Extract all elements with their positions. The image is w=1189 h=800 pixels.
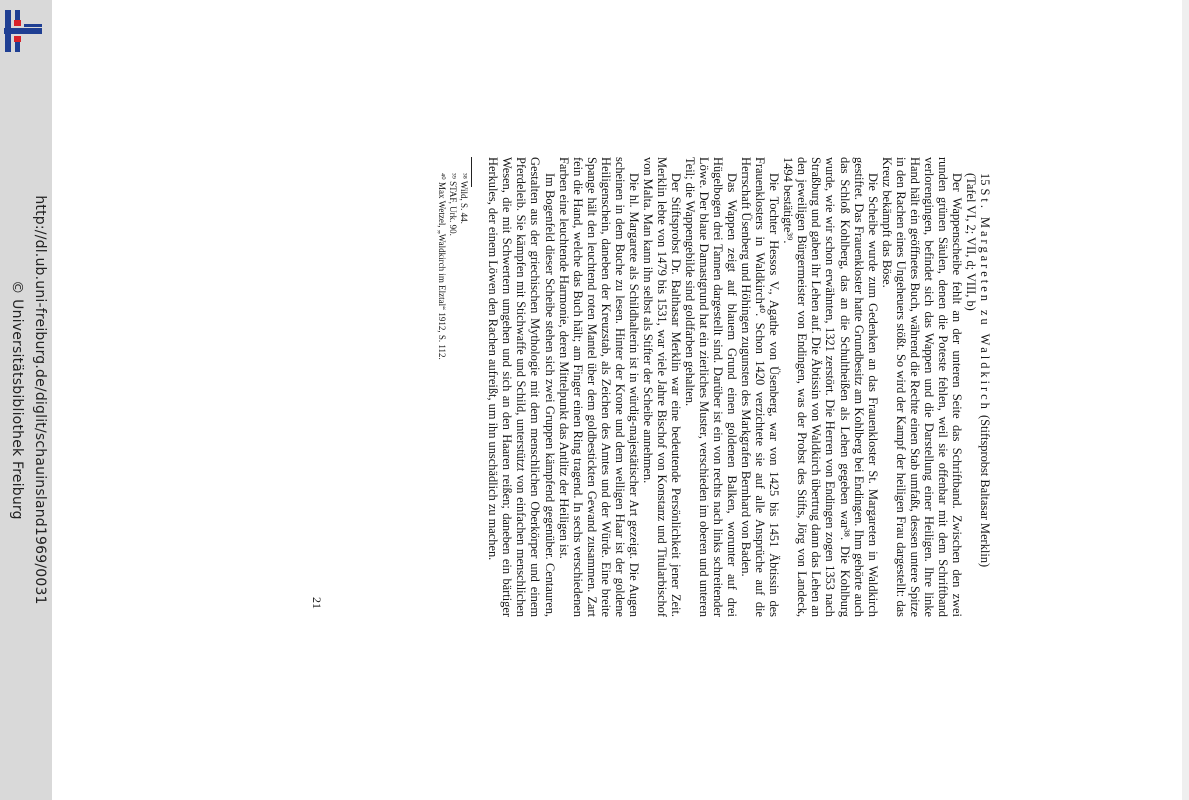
paragraph: Die Scheibe wurde zum Gedenken an das Frauenkloster St. Margareten in Waldkirch gestiftet. Das Frauenkloster hatte Grundbesitz am Kohlberg bei Endingen. Ihm gehörte auch das Schloß Kohlberg, das an die Schultheißen als Lehen gegeben war³⁸. Die Kohlburg wurde, wie wir schon erwähnten, 1321 zerstört. Die Herren von Endingen zogen 1353 nach Straßburg und gaben ihr Lehen auf. Die Äbtissin von Waldkirch übertrug dann das Lehen an den jeweiligen Bürgermeister von Endingen, was der Probst des Stifts, Jörg von Landeck, 1494 bestätigte³⁹. (781, 157, 880, 617)
footnote-rule (471, 157, 472, 187)
plate-reference: (Tafel VI, 2; VII, d; VIII, b) (963, 173, 978, 311)
footnote: ³⁹ STAF, Urk. 90. (448, 173, 459, 236)
paragraph: Das Wappen zeigt auf blauem Grund einen goldenen Balken, worunter auf drei Hügelbogen drei Tannen dargestellt sind. Darüber ist ein von rechts nach links schreitender Löwe. Der blaue Damastgrund hat ein zierliches Muster, verschieden im oberen und unteren Teil; die Wappengebilde sind goldfarben gehalten. (683, 157, 740, 617)
viewer-right-edge (1182, 0, 1189, 800)
paragraph: Die Tochter Hessos V., Agathe von Üsenberg, war von 1425 bis 1451 Äbtissin des Frauenklosters in Waldkirch⁴⁰. Schon 1420 verzichtete sie auf alle Ansprüche auf die Herrschaft Üsenberg und Höhingen zugunsten des Markgrafen Bernhard von Baden. (739, 157, 782, 617)
footnote: ³⁸ Wild, S. 44. (459, 173, 470, 224)
viewer-sidebar (0, 0, 52, 800)
university-logo-icon (2, 10, 44, 52)
section-number: 15 (978, 173, 992, 186)
footnote: ⁴⁰ Max Wetzel, „Waldkirch im Elztal“ 1912, S. 112. (437, 173, 448, 360)
paragraph: Die hl. Margarete als Schildhalterin ist in würdig-majestätischer Art gezeigt. Die Augen scheinen in dem Buche zu lesen. Hinter der Krone und dem welligen Haar ist der goldene Heiligenschein, daneben der Kreuzstab, als Zeichen des Amtes und der Würde. Eine breite Spange hält den leuchtend roten Mantel über dem goldbestickten Gewand zusammen. Zart fein die Hand, welche das Buch hält; am Finger einen Ring tragend. In sechs verschiedenen Farben eine leuchtende Harmonie, deren Mittelpunkt das Antlitz der Heiligen ist. (556, 157, 641, 617)
paragraph: Der Wappenscheibe fehlt an der unteren Seite das Schriftband. Zwischen den zwei runden grünen Säulen, denen die Poteste fehlen, weil sie offenbar mit dem Schriftband verlorengingen, befindet sich das Wappen und die Darstellung einer Heiligen. Ihre linke Hand hält ein geöffnetes Buch, während die Rechte einen Stab umfaßt, dessen untere Spitze in den Rachen eines Ungeheuers stößt. So wird der Kampf der heiligen Frau dargestellt: das Kreuz bekämpft das Böse. (879, 157, 964, 617)
page-number: 21 (310, 597, 324, 609)
paragraph: Im Bogenfeld dieser Scheibe stehen sich zwei Gruppen kämpfend gegenüber. Centauren, Gestalten aus der griechischen Mythologie mit dem menschlichen Oberkörper und einem Pferdeleib. Sie kämpfen mit Stichwaffe und Schild, unterstützt von einfachen menschlichen Wesen, die mit Schwertern umgehen und sich an den Haaren reißen; daneben ein bärtiger Herkules, der einem Löwen den Rachen aufreißt, um ihn unschädlich zu machen. (486, 157, 557, 617)
paragraph: Der Stiftsprobst Dr. Balthasar Merklin war eine bedeutende Persönlichkeit jener Zeit. Merklin lebte von 1479 bis 1531, war viele Jahre Bischof von Konstanz und Titularbischof von Malta. Man kann ihn selbst als Stifter der Scheibe annehmen. (640, 157, 683, 617)
copyright-notice: © Universitätsbibliothek Freiburg (9, 280, 25, 520)
section-place: St. Margareten zu Waldkirch (978, 188, 992, 412)
section-heading-rest: (Stiftsprobst Baltasar Merklin) (978, 414, 992, 568)
section-heading (978, 157, 992, 617)
source-url[interactable]: http://dl.ub.uni-freiburg.de/diglit/schauinsland1969/0031 (32, 195, 48, 605)
scanned-page (277, 157, 992, 617)
